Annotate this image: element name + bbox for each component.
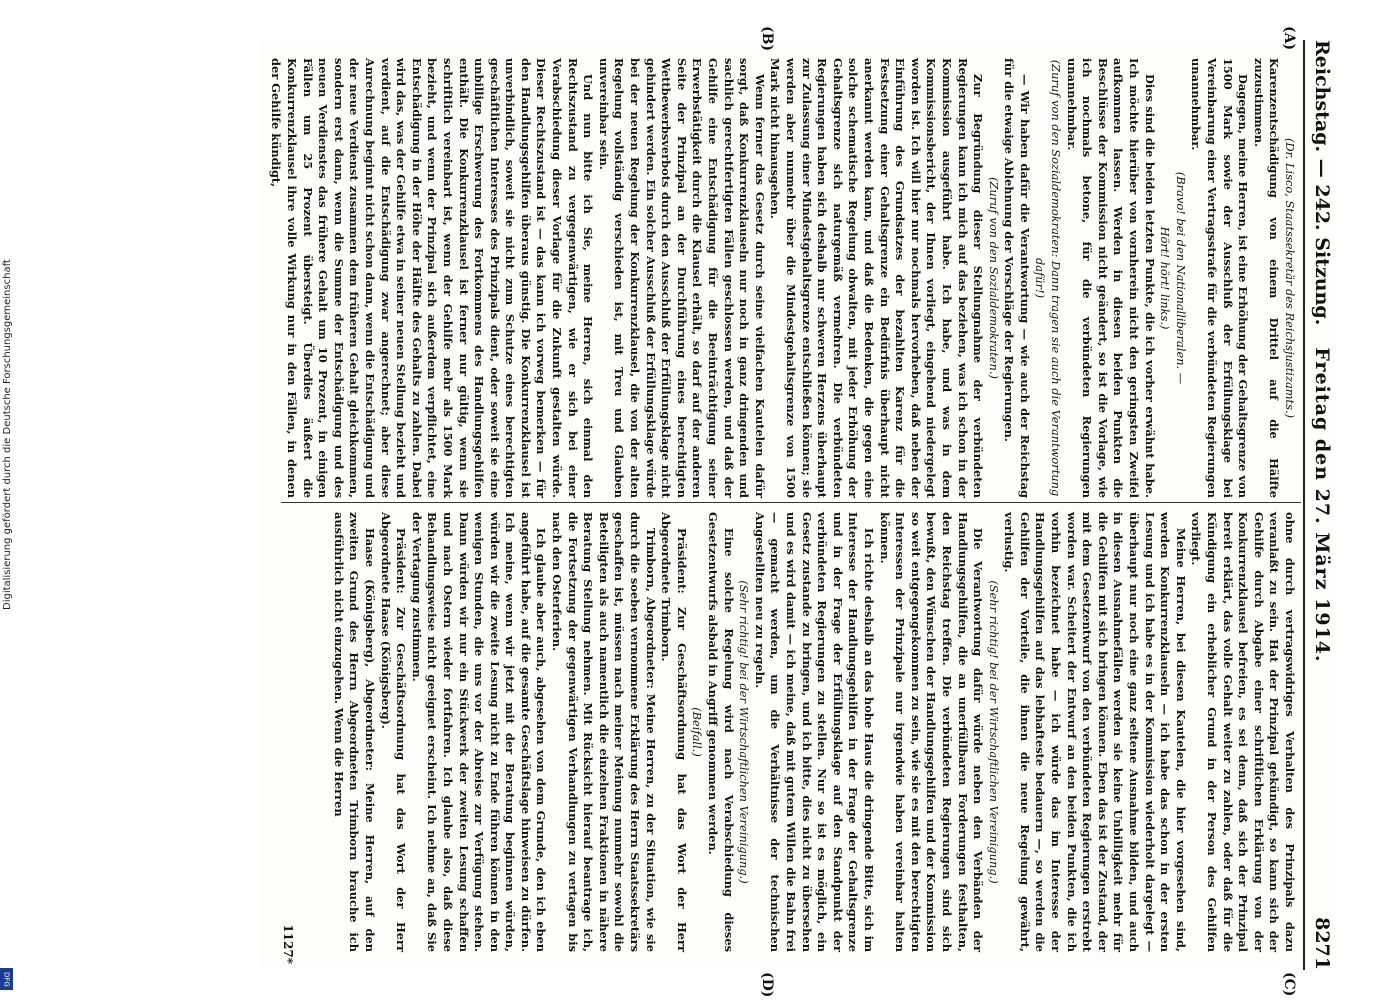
interjection: (Zuruf von den Sozialdemokraten.) <box>986 177 1001 379</box>
interjection: Hört! hört! links.) <box>1158 226 1173 330</box>
footer-page-number: 1127* <box>281 924 295 964</box>
paragraph: — Wir haben dafür die Verantwortung — wie auch der Reichstag für die etwaige Ablehnung der Vorschläge der Regierungen. <box>1002 58 1032 498</box>
paragraph: Präsident: Zur Geschäftsordnung hat das Wort der Herr Abgeordnete Haase (Königsberg). <box>378 512 409 952</box>
speaker-note: (Dr. Lisco, Staatssekretär des Reichsjustizamts.) <box>1283 137 1297 419</box>
paragraph: ohne durch vertragswidriges Verhalten des Prinzipals dazu veranlaßt zu sein. Hat der Prinzipal gekündigt, so kann sich der Gehilfe durch Abgabe einer schriftlichen Erklärung von der Konkurrenzklausel befreien, es sei denn, daß sich der Prinzipal bereit erklärt, das volle Gehalt weiter zu zahlen, oder daß für die Kündigung ein erheblicher Grund in der Person des Gehilfen vorliegt. <box>1189 512 1297 952</box>
paragraph: Ich richte deshalb an das hohe Haus die dringende Bitte, sich im Interesse der Handlungsgehilfen in der Frage der Gehaltsgrenze und in der Frage der Erfüllungsklage auf den Standpunkt der verbündeten Regierungen zu stellen. Nur so ist es möglich, ein Gesetz zustande zu bringen, und ich bitte, dies nicht zu übersehen und es wird damit — ich meine, daß mit gutem Willen die Bahn frei — gemacht werden, um die Verhältnisse der technischen Angestellten neu zu regeln. <box>752 512 876 952</box>
paragraph: Zur Begründung dieser Stellungnahme der verbündeten Regierungen kann ich mich auf das beziehen, was ich schon in der Kommission ausgeführt habe. Ich habe, und was in dem Kommissionsbericht, der Ihnen vorliegt, eingehend niedergelegt worden ist. Ich will hier nur nochmals hervorheben, daß neben der Einführung des Grundsatzes der bezahlten Karenz für die Festsetzung einer Gehaltsgrenze ein Bedürfnis überhaupt nicht anerkannt werden kann, und daß die Bedenken, die gegen eine solche schematische Regelung obwalten, mit jeder Erhöhung der Gehaltsgrenze sich naturgemäß vermehren. Die verbündeten Regierungen haben sich deshalb nur schweren Herzens überhaupt zur Zulassung einer Mindestgehaltsgrenze entschließen können; sie werden aber nunmehr über die Mindestgehaltsgrenze von 1500 Mark nicht hinausgehen. <box>768 58 986 498</box>
paragraph: Haase (Königsberg), Abgeordneter: Meine Herren, auf den zweiten Grund des Herrn Abgeordneten Trimborn brauche ich ausführlich nicht einzugehen. Wenn die Herren <box>331 512 377 952</box>
margin-mark-b: (B) <box>759 26 775 52</box>
interjection: (Zuruf von den Sozialdemokraten: Dann tragen sie auch die Verantwortung dafür!) <box>1033 59 1064 497</box>
interjection: (Sehr richtig! bei der Wirtschaftlichen Vereinigung.) <box>986 580 1001 884</box>
paragraph: Und nun bitte ich Sie, meine Herren, sich einmal den Rechtszustand zu vergegenwärtigen, wie er sich bei einer Verabschiedung dieser Vorlage für die Zukunft gestalten würde. Dieser Rechtszustand ist — das kann ich vorweg bemerken — für den Handlungsgehilfen überaus günstig. Die Konkurrenzklausel ist unverbindlich, soweit sie nicht zum Schutze eines berechtigten geschäftlichen Interesses des Prinzipals dient, oder soweit sie eine unbillige Erschwerung des Fortkommens des Handlungsgehilfen enthält. Die Konkurrenzklausel ist ferner nur gültig, wenn sie schriftlich vereinbart ist, wenn der Gehilfe mehr als 1500 Mark bezieht, und wenn der Prinzipal sich außerdem verpflichtet, eine Entschädigung in der Höhe der Hälfte des Gehalts zu zahlen. Dabei wird das, was der Gehilfe etwa in seiner neuen Stellung bezieht und verdient, auf die Entschädigung zwar angerechnet; aber diese Anrechnung beginnt nicht schon dann, wenn die Entschädigung und der neue Verdienst zusammen dem früheren Gehalt gleichkommen, sondern erst dann, wenn die Summe der Entschädigung und des neuen Verdienstes das frühere Gehalt um 10 Prozent, in einigen Fällen um 25 Prozent übersteigt. Überdies äußert die Konkurrenzklausel ihre volle Wirkung nur in den Fällen, in denen der Gehilfe kündigt, <box>269 58 596 498</box>
dfg-logo: DFG <box>0 968 13 990</box>
paragraph: Trimborn, Abgeordneter: Meine Herren, zu der Situation, wie sie durch die soeben vernommene Erklärung des Herrn Staatssekretärs geschaffen ist, müssen nach meiner Meinung nunmehr sowohl die Beteiligten als auch namentlich die einzelnen Fraktionen in nähere Beratung Stellung nehmen. Mit Rücksicht hierauf beantrage ich, die Fortsetzung der gegenwärtigen Verhandlungen zu vertagen bis nach den Osterferien. <box>550 512 658 952</box>
paragraph: Eine solche Regelung wird nach Verabschiedung dieses Gesetzentwurfs alsbald in Angriff genommen werden. <box>706 512 736 952</box>
margin-mark-a: (A) <box>1281 26 1297 51</box>
digitization-credit: Digitalisierung gefördert durch die Deutsche Forschungsgemeinschaft <box>2 259 13 610</box>
page-header <box>1305 40 1335 970</box>
paragraph: Wenn ferner das Gesetz durch seine vielfachen Kautelen dafür sorgt, daß Konkurrenzklauseln nur noch in ganz dringenden und sachlich gerechtfertigten Fällen geschlossen werden, und daß der Gehilfe eine Entschädigung für die Beeinträchtigung seiner Erwerbstätigkeit durch die Klausel erhält, so darf auf der anderen Seite der Prinzipal an der Durchführung eines berechtigten Wettbewerbsverbots durch den Ausschluß der Erfüllungsklage nicht gehindert werden. Ein solcher Ausschluß der Erfüllungsklage würde bei der neuen Regelung der Konkurrenzklausel, die von der alten Regelung vollständig verschieden ist, mit Treu und Glauben unvereinbar sein. <box>596 58 767 498</box>
paragraph: Karenzentschädigung von einem Drittel auf die Hälfte zuzustimmen. <box>1251 58 1282 498</box>
left-column <box>268 58 1297 498</box>
header-date: Freitag den 27. März 1914. <box>1311 347 1333 663</box>
margin-mark-c: (C) <box>1281 972 1297 997</box>
margin-mark-d: (D) <box>759 972 775 998</box>
column-divider <box>281 502 1301 503</box>
paragraph: Ich glaube aber auch, abgesehen von dem Grunde, den ich eben angeführt habe, auf die gesamte Geschäftslage hinweisen zu dürfen. Ich meine, wenn wir jetzt mit der Beratung beginnen würden, würden wir die zweite Lesung nicht zu Ende führen können in den wenigen Stunden, die uns vor der Abreise zur Verfügung stehen. Dann würden wir nur ein Stückwerk der zweiten Lesung schaffen und nach Ostern wieder fortfahren. Ich glaube also, daß diese Behandlungsweise nicht geeignet erscheint. Ich nehme an, daß Sie der Vertagung zustimmen. <box>409 512 549 952</box>
document-page <box>260 26 1335 998</box>
interjection: (Beifall.) <box>690 707 705 757</box>
paragraph: Präsident: Zur Geschäftsordnung hat das Wort der Herr Abgeordnete Trimborn. <box>659 512 689 952</box>
interjection: (Sehr richtig! bei der Wirtschaftlichen Vereinigung.) <box>737 580 752 884</box>
header-page-number: 8271 <box>1311 917 1333 970</box>
right-column <box>330 512 1297 952</box>
paragraph: Dagegen, meine Herren, ist eine Erhöhung der Gehaltsgrenze von 1500 Mark sowie der Ausschluß der Erfüllungsklage bei Vereinbarung einer Vertragsstrafe für die verbündeten Regierungen unannehmbar. <box>1189 58 1251 498</box>
interjection: (Bravo! bei den Nationalliberalen. — <box>1173 171 1188 385</box>
paragraph: Meine Herren, bei diesen Kautelen, die hier vorgesehen sind, werden Konkurrenzklauseln — ich habe das schon in der ersten Lesung und ich habe es in der Kommission wiederholt dargelegt — überhaupt nur noch eine ganz seltene Ausnahme bilden, und auch in diesen Ausnahmefällen werden sie keine Unbilligkeit mehr für die Gehilfen mit sich bringen können. Eben das ist der Zustand, der mit dem Gesetzentwurf von den verbündeten Regierungen erstrebt worden war. Scheitert der Entwurf an den beiden Punkten, die ich vorhin bezeichnet habe — ich würde das im Interesse der Handlungsgehilfen auf das lebhafteste bedauern —, so werden die Gehilfen der Vorteile, die ihnen die neue Regelung gewährt, verlustig. <box>1002 512 1188 952</box>
header-rule <box>1303 40 1305 970</box>
header-left: Reichstag. — 242. Sitzung. <box>1311 40 1333 326</box>
paragraph: Dies sind die beiden letzten Punkte, die ich vorher erwähnt habe. Ich möchte hierüber von vornherein nicht den geringsten Zweifel aufkommen lassen. Werden in diesen beiden Punkten die Beschlüsse der Kommission nicht geändert, so ist die Vorlage, wie ich nochmals betone, für die verbündeten Regierungen unannehmbar. <box>1064 58 1157 498</box>
paragraph: Die Verantwortung dafür würde neben den Verbänden der Handlungsgehilfen, die an unerfüllbaren Forderungen festhalten, den Reichstag treffen. Die verbündeten Regierungen sind sich bewußt, den Wünschen der Handlungsgehilfen und der Kommission so weit entgegengekommen zu sein, wie sie es mit den berechtigten Interessen der Prinzipale nur irgendwie haben vereinbar halten können. <box>877 512 986 952</box>
